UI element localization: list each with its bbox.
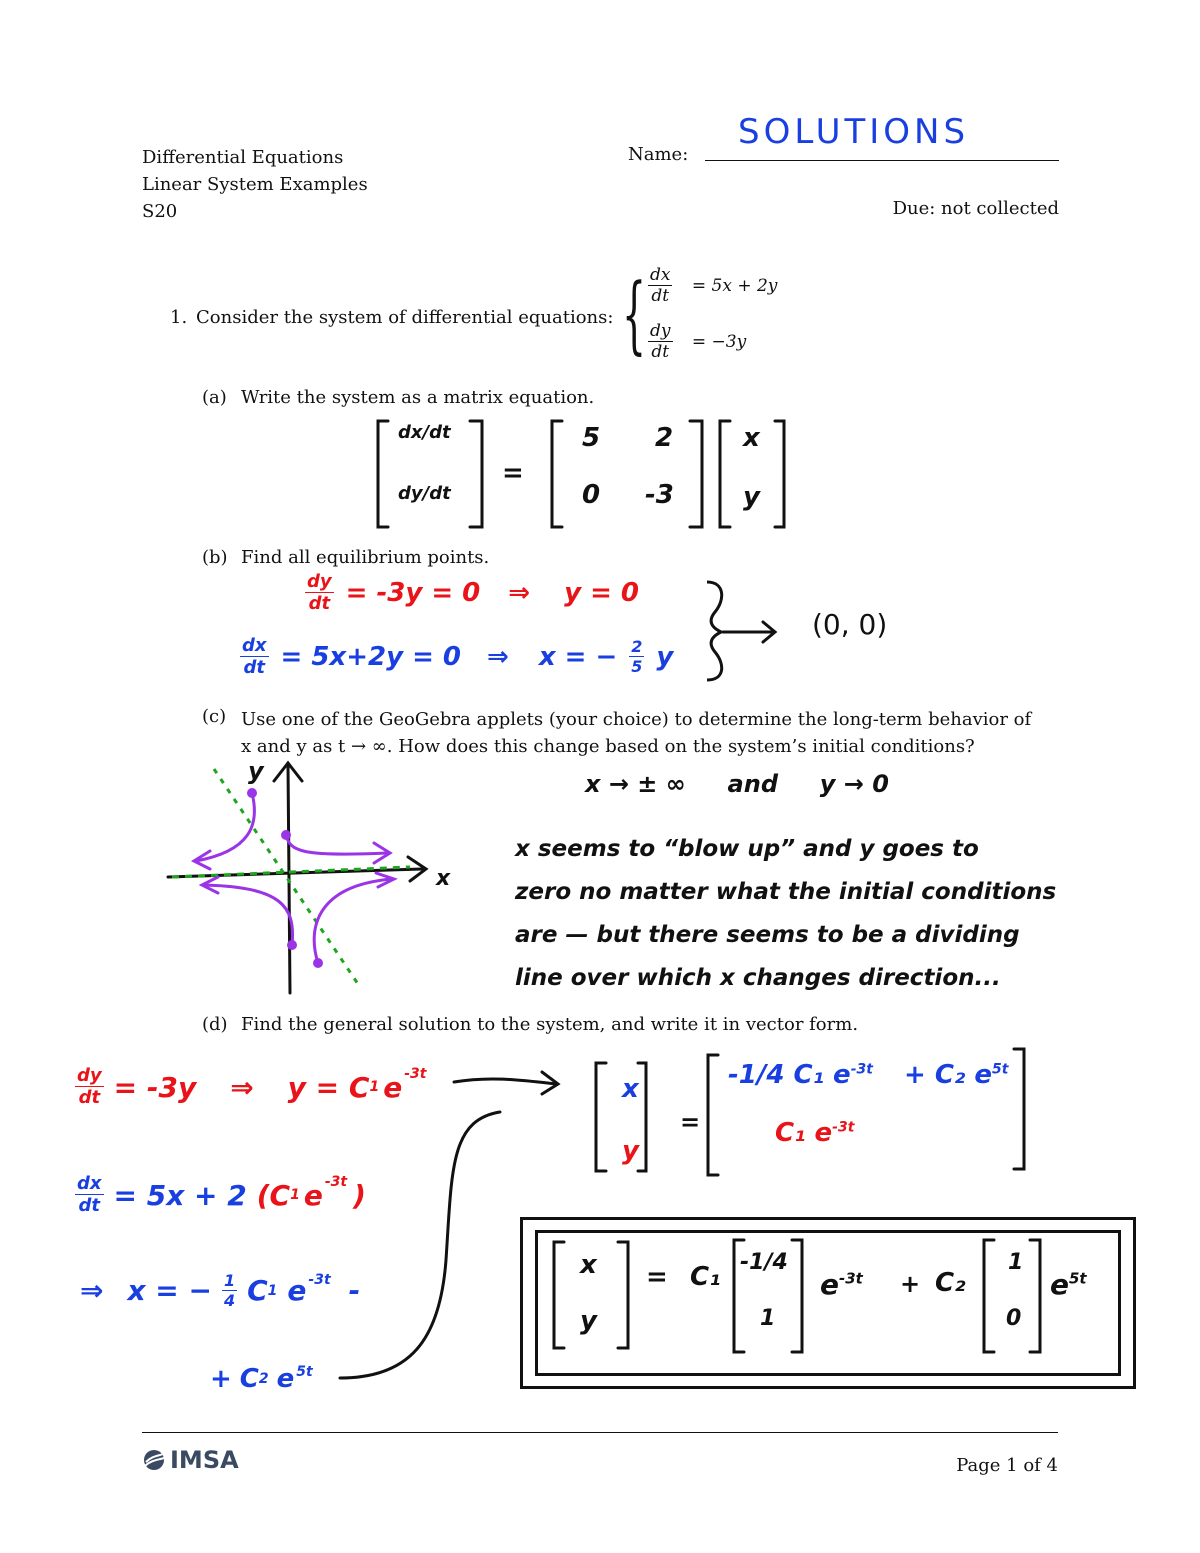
trajectory-upper-left: [196, 793, 254, 861]
matrix-m22: -3: [645, 480, 674, 510]
system-brace: {: [622, 265, 647, 363]
footer-rule: [142, 1432, 1058, 1433]
final-x: x: [580, 1250, 597, 1280]
matrix-m12: 2: [655, 423, 674, 453]
final-v1-top: -1/4: [740, 1250, 788, 1275]
name-handwritten: SOLUTIONS: [738, 112, 970, 152]
term: S20: [142, 201, 178, 222]
lhs-top: dx/dt: [398, 422, 451, 443]
course-title: Differential Equations: [142, 147, 344, 168]
initial-point: [287, 940, 297, 950]
vector-top-entry: -1/4 C₁ $e^{-3t} + C_2$ $e^{5t}$: [728, 1060, 1009, 1090]
y-axis-label: y: [248, 757, 264, 785]
globe-icon: [142, 1448, 166, 1472]
matrix-m11: 5: [582, 423, 601, 453]
equilibrium-line-2: $\frac{dx}{dt}$ = 5x+2y = 0 ⇒ x = − $\frac{2}{5}$ y: [242, 635, 674, 678]
solution-step-3: ⇒ x = − $\frac{1}{4}$ C 1 e $^{-3t}$ -: [80, 1271, 361, 1310]
equation-2: $\frac{dy}{dt}$ = −3y: [650, 321, 747, 362]
behavior-notes: x seems to “blow up” and y goes to zero no matter what the initial conditions are — but there seems to be a dividing line over which x changes direction...: [515, 836, 1057, 991]
trajectory-upper-right: [286, 835, 388, 854]
final-answer-brackets: [548, 1236, 1108, 1366]
final-c2: C₂: [935, 1268, 966, 1298]
assignment-title: Linear System Examples: [142, 174, 368, 195]
page-number: Page 1 of 4: [956, 1455, 1058, 1476]
vector-y-entry: y: [622, 1136, 639, 1166]
final-c1: C₁: [690, 1262, 721, 1292]
initial-point: [313, 958, 323, 968]
part-a-label: (a): [202, 387, 227, 408]
final-v2-top: 1: [1008, 1250, 1024, 1275]
arrow-to-vector: [454, 1079, 556, 1084]
problem-number: 1.: [170, 307, 188, 328]
final-equals: =: [646, 1262, 668, 1292]
equilibrium-brace-arrow: [695, 576, 785, 686]
part-b-prompt: Find all equilibrium points.: [241, 547, 490, 568]
curve-arrow: [340, 1112, 500, 1378]
final-e2: $e^{5t}$: [1050, 1268, 1087, 1301]
part-d-prompt: Find the general solution to the system, and write it in vector form.: [241, 1014, 859, 1035]
part-c-label: (c): [202, 706, 227, 727]
equation-1: $\frac{dx}{dt}$ = 5x + 2y: [650, 265, 778, 306]
equilibrium-line-1: $\frac{dy}{dt}$ = -3y = 0 ⇒ y = 0: [307, 571, 640, 614]
vector-equals: =: [680, 1108, 701, 1136]
imsa-logo: IMSA: [142, 1446, 239, 1474]
solution-step-4: + C 2 e $^{5t}$: [210, 1364, 313, 1394]
equilibrium-point: (0, 0): [812, 608, 888, 641]
lhs-bottom: dy/dt: [398, 483, 451, 504]
final-v2-bottom: 0: [1006, 1306, 1022, 1331]
final-y: y: [580, 1306, 597, 1336]
x-axis-label: x: [436, 866, 451, 891]
part-a-prompt: Write the system as a matrix equation.: [241, 387, 595, 408]
solution-step-1: $\frac{dy}{dt}$ = -3y ⇒ y = C 1 e $^{-3t}$: [77, 1065, 427, 1108]
matrix-m21: 0: [582, 480, 601, 510]
vector-x: x: [743, 423, 760, 453]
final-e1: $e^{-3t}$: [820, 1268, 863, 1301]
vector-x-entry: x: [622, 1074, 639, 1104]
name-line: [705, 160, 1059, 161]
final-plus: +: [900, 1270, 921, 1298]
initial-point: [281, 830, 291, 840]
matrix-equals: =: [502, 458, 524, 488]
final-v1-bottom: 1: [760, 1306, 776, 1331]
name-label: Name:: [628, 144, 689, 165]
initial-point: [247, 788, 257, 798]
part-b-label: (b): [202, 547, 228, 568]
solution-step-2: $\frac{dx}{dt}$ = 5x + 2 (C 1 e $^{-3t}$ ): [77, 1173, 366, 1216]
part-d-label: (d): [202, 1014, 228, 1035]
problem-prompt: Consider the system of differential equations:: [196, 307, 614, 328]
part-c-prompt: Use one of the GeoGebra applets (your choice) to determine the long-term behavior of x and y as t → ∞. How does this change based on the system’s initial conditions?: [241, 709, 1032, 757]
phase-portrait: [160, 755, 460, 1000]
header-left: [142, 144, 368, 225]
due-date: Due: not collected: [892, 198, 1059, 219]
trajectory-lower-right: [314, 879, 392, 963]
vector-bottom-entry: C₁ $e^{-3t}$: [775, 1118, 855, 1148]
long-term-behavior: x → ± ∞ and y → 0: [585, 770, 889, 798]
vector-y: y: [743, 482, 760, 512]
